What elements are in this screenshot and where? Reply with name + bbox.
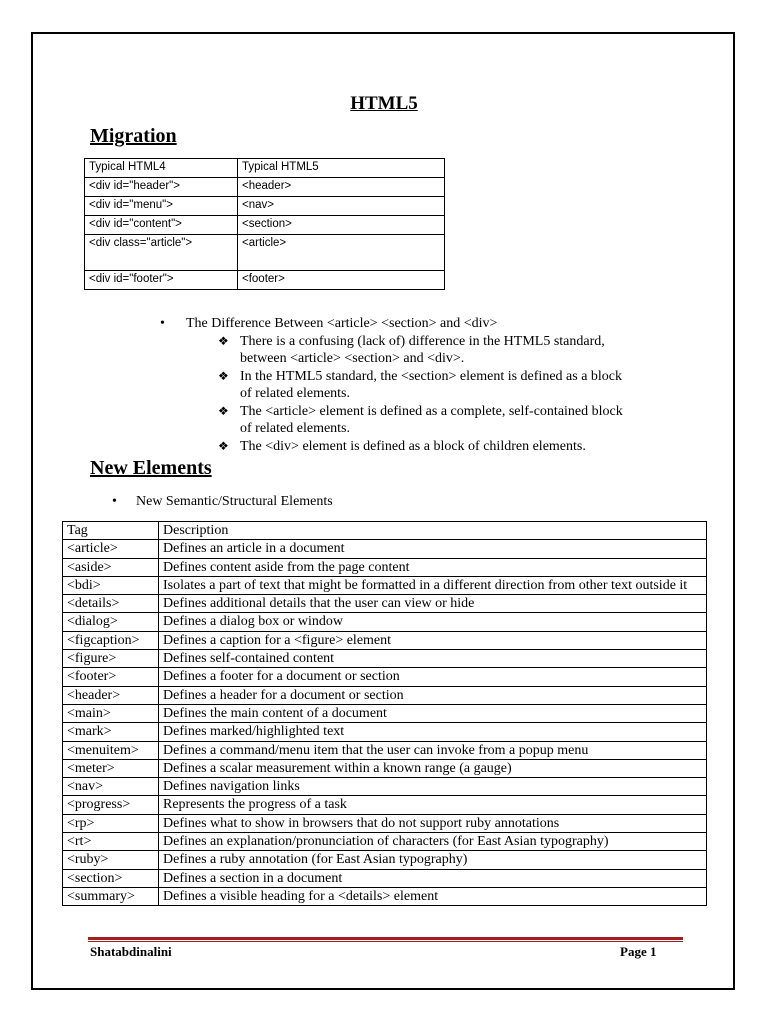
list-item: ❖ In the HTML5 standard, the <section> element is defined as a block of related elements. <box>218 368 633 403</box>
description-cell: Defines a dialog box or window <box>159 613 707 631</box>
tag-cell: <progress> <box>63 796 159 814</box>
list-item: ❖ The <article> element is defined as a complete, self-contained block of related elements. <box>218 403 633 438</box>
tag-cell: <rt> <box>63 833 159 851</box>
table-row <box>63 833 707 851</box>
table-cell: <footer> <box>238 271 445 290</box>
difference-sublist <box>160 333 633 456</box>
description-cell: Defines the main content of a document <box>159 704 707 722</box>
tag-cell: <summary> <box>63 887 159 905</box>
table-row <box>63 887 707 905</box>
table-row <box>63 686 707 704</box>
description-cell: Isolates a part of text that might be formatted in a different direction from other text outside it <box>159 576 707 594</box>
table-header-row <box>63 522 707 540</box>
difference-bullet: • The Difference Between <article> <section> and <div> <box>160 315 633 333</box>
table-header-cell: Typical HTML4 <box>85 159 238 178</box>
table-row <box>63 759 707 777</box>
table-cell: <div id="menu"> <box>85 197 238 216</box>
table-row <box>63 650 707 668</box>
table-cell: <section> <box>238 216 445 235</box>
migration-table <box>84 158 445 290</box>
table-row <box>63 778 707 796</box>
tag-cell: <aside> <box>63 558 159 576</box>
tag-cell: <section> <box>63 869 159 887</box>
table-header-cell: Description <box>159 522 707 540</box>
table-header-cell: Tag <box>63 522 159 540</box>
tag-cell: <meter> <box>63 759 159 777</box>
table-cell: <nav> <box>238 197 445 216</box>
table-row <box>63 540 707 558</box>
table-row <box>63 668 707 686</box>
tag-cell: <details> <box>63 595 159 613</box>
tag-cell: <figcaption> <box>63 631 159 649</box>
description-cell: Defines content aside from the page content <box>159 558 707 576</box>
table-row <box>63 558 707 576</box>
table-row <box>63 851 707 869</box>
description-cell: Defines what to show in browsers that do not support ruby annotations <box>159 814 707 832</box>
description-cell: Defines an article in a document <box>159 540 707 558</box>
table-row <box>63 796 707 814</box>
description-cell: Defines a footer for a document or section <box>159 668 707 686</box>
table-row <box>63 576 707 594</box>
table-row <box>63 869 707 887</box>
description-cell: Defines a header for a document or section <box>159 686 707 704</box>
table-row <box>63 741 707 759</box>
description-cell: Defines self-contained content <box>159 650 707 668</box>
tag-cell: <mark> <box>63 723 159 741</box>
table-cell: <div id="content"> <box>85 216 238 235</box>
new-elements-heading: New Elements <box>90 457 212 479</box>
new-elements-bullet-text: New Semantic/Structural Elements <box>136 494 333 509</box>
table-cell: <div id="header"> <box>85 178 238 197</box>
tag-cell: <header> <box>63 686 159 704</box>
elements-table-body <box>63 522 707 906</box>
footer-author: Shatabdinalini <box>90 944 172 959</box>
description-cell: Defines a caption for a <figure> element <box>159 631 707 649</box>
table-cell: <article> <box>238 235 445 271</box>
description-cell: Defines an explanation/pronunciation of characters (for East Asian typography) <box>159 833 707 851</box>
tag-cell: <dialog> <box>63 613 159 631</box>
footer-divider-thin <box>88 941 683 942</box>
tag-cell: <footer> <box>63 668 159 686</box>
table-cell: <header> <box>238 178 445 197</box>
tag-cell: <bdi> <box>63 576 159 594</box>
footer-page-number: Page 1 <box>620 944 657 959</box>
table-header-cell: Typical HTML5 <box>238 159 445 178</box>
tag-cell: <nav> <box>63 778 159 796</box>
description-cell: Defines marked/highlighted text <box>159 723 707 741</box>
description-cell: Defines a ruby annotation (for East Asian typography) <box>159 851 707 869</box>
description-cell: Defines a visible heading for a <details> element <box>159 887 707 905</box>
table-row <box>63 723 707 741</box>
table-row <box>63 595 707 613</box>
tag-cell: <main> <box>63 704 159 722</box>
tag-cell: <rp> <box>63 814 159 832</box>
table-row <box>85 197 445 216</box>
description-cell: Defines a section in a document <box>159 869 707 887</box>
table-cell: <div class="article"> <box>85 235 238 271</box>
tag-cell: <figure> <box>63 650 159 668</box>
tag-cell: <menuitem> <box>63 741 159 759</box>
table-cell: <div id="footer"> <box>85 271 238 290</box>
table-header-row <box>85 159 445 178</box>
description-cell: Defines navigation links <box>159 778 707 796</box>
tag-cell: <article> <box>63 540 159 558</box>
table-row <box>85 216 445 235</box>
difference-list <box>160 315 633 455</box>
list-item: ❖ The <div> element is defined as a block of children elements. <box>218 438 633 456</box>
list-item: ❖ There is a confusing (lack of) difference in the HTML5 standard, between <article> <section> and <div>. <box>218 333 633 368</box>
page-title: HTML5 <box>350 93 418 114</box>
difference-sublist-wrapper <box>160 333 633 456</box>
table-row <box>85 235 445 271</box>
description-cell: Defines additional details that the user can view or hide <box>159 595 707 613</box>
table-row <box>63 631 707 649</box>
table-row <box>63 814 707 832</box>
table-row <box>63 704 707 722</box>
table-row <box>63 613 707 631</box>
footer-divider <box>88 937 683 940</box>
description-cell: Defines a scalar measurement within a known range (a gauge) <box>159 759 707 777</box>
elements-table <box>62 521 707 906</box>
table-row <box>85 271 445 290</box>
description-cell: Represents the progress of a task <box>159 796 707 814</box>
description-cell: Defines a command/menu item that the user can invoke from a popup menu <box>159 741 707 759</box>
tag-cell: <ruby> <box>63 851 159 869</box>
bullet-dot-icon: • <box>112 494 117 509</box>
table-row <box>85 178 445 197</box>
migration-heading: Migration <box>90 125 177 147</box>
